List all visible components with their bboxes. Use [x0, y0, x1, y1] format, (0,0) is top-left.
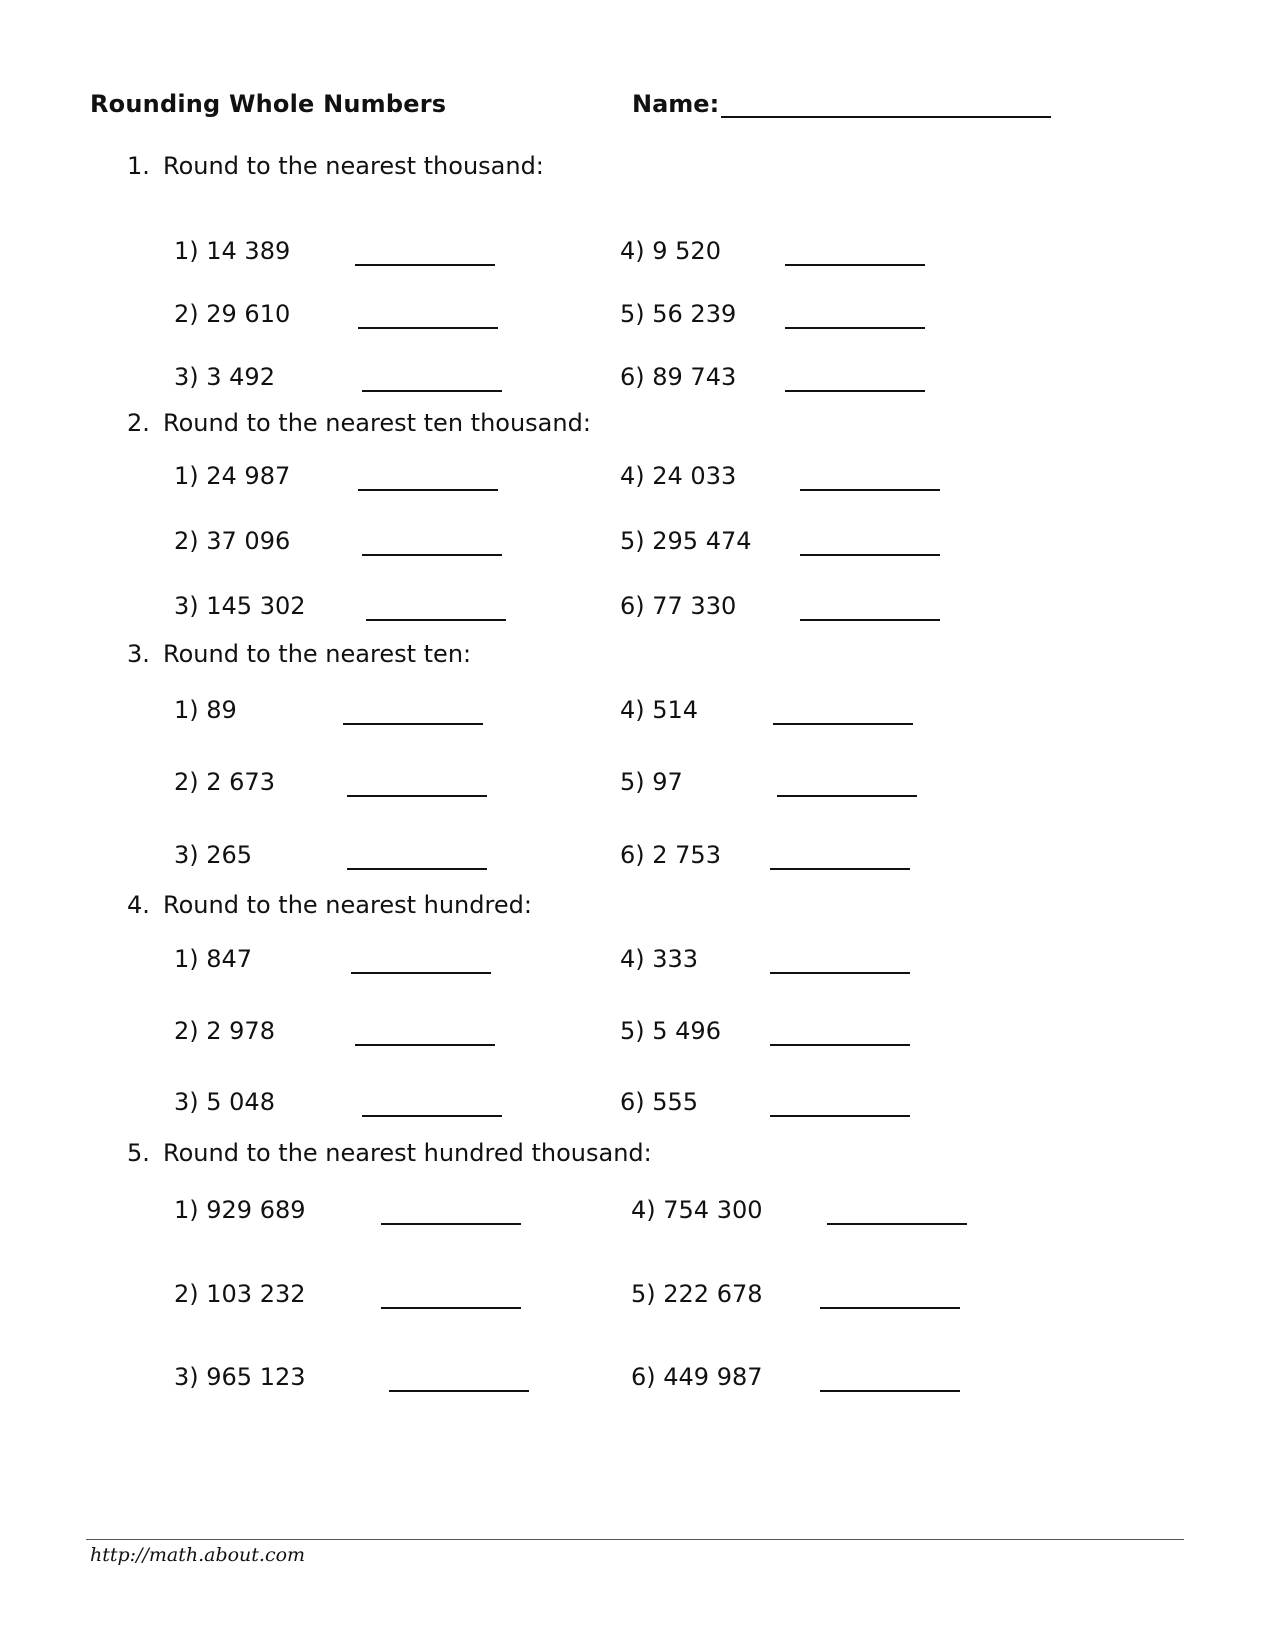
answer-blank-2-5[interactable] — [800, 554, 940, 556]
section-number: 3. — [127, 640, 150, 668]
answer-blank-4-3[interactable] — [362, 1115, 502, 1117]
answer-blank-3-2[interactable] — [347, 795, 487, 797]
section-instruction: Round to the nearest thousand: — [163, 152, 544, 180]
problem-2-2: 2) 37 096 — [174, 527, 291, 555]
problem-2-4: 4) 24 033 — [620, 462, 737, 490]
section-instruction: Round to the nearest ten thousand: — [163, 409, 591, 437]
name-answer-line[interactable] — [721, 94, 1051, 118]
answer-blank-5-4[interactable] — [827, 1223, 967, 1225]
problem-5-6: 6) 449 987 — [631, 1363, 763, 1391]
answer-blank-1-2[interactable] — [358, 327, 498, 329]
answer-blank-3-6[interactable] — [770, 868, 910, 870]
answer-blank-2-3[interactable] — [366, 619, 506, 621]
problem-1-2: 2) 29 610 — [174, 300, 291, 328]
answer-blank-1-3[interactable] — [362, 390, 502, 392]
section-2-heading — [127, 409, 591, 437]
problem-1-5: 5) 56 239 — [620, 300, 737, 328]
answer-blank-5-1[interactable] — [381, 1223, 521, 1225]
answer-blank-4-5[interactable] — [770, 1044, 910, 1046]
problem-4-3: 3) 5 048 — [174, 1088, 275, 1116]
problem-3-2: 2) 2 673 — [174, 768, 275, 796]
section-instruction: Round to the nearest hundred: — [163, 891, 532, 919]
section-1-heading — [127, 152, 544, 180]
problem-3-3: 3) 265 — [174, 841, 253, 869]
section-instruction: Round to the nearest hundred thousand: — [163, 1139, 652, 1167]
answer-blank-1-4[interactable] — [785, 264, 925, 266]
problem-1-4: 4) 9 520 — [620, 237, 721, 265]
problem-4-2: 2) 2 978 — [174, 1017, 275, 1045]
name-label: Name: — [632, 90, 720, 118]
problem-5-1: 1) 929 689 — [174, 1196, 306, 1224]
answer-blank-4-2[interactable] — [355, 1044, 495, 1046]
problem-5-3: 3) 965 123 — [174, 1363, 306, 1391]
answer-blank-3-3[interactable] — [347, 868, 487, 870]
answer-blank-5-5[interactable] — [820, 1307, 960, 1309]
answer-blank-5-2[interactable] — [381, 1307, 521, 1309]
problem-4-6: 6) 555 — [620, 1088, 699, 1116]
answer-blank-3-5[interactable] — [777, 795, 917, 797]
answer-blank-3-4[interactable] — [773, 723, 913, 725]
answer-blank-3-1[interactable] — [343, 723, 483, 725]
section-instruction: Round to the nearest ten: — [163, 640, 472, 668]
answer-blank-1-6[interactable] — [785, 390, 925, 392]
section-4-heading — [127, 891, 532, 919]
answer-blank-4-6[interactable] — [770, 1115, 910, 1117]
problem-5-4: 4) 754 300 — [631, 1196, 763, 1224]
problem-4-4: 4) 333 — [620, 945, 699, 973]
answer-blank-2-1[interactable] — [358, 489, 498, 491]
problem-2-3: 3) 145 302 — [174, 592, 306, 620]
problem-2-6: 6) 77 330 — [620, 592, 737, 620]
answer-blank-2-2[interactable] — [362, 554, 502, 556]
footer-divider — [86, 1539, 1184, 1540]
problem-3-6: 6) 2 753 — [620, 841, 721, 869]
answer-blank-2-4[interactable] — [800, 489, 940, 491]
problem-2-1: 1) 24 987 — [174, 462, 291, 490]
problem-4-5: 5) 5 496 — [620, 1017, 721, 1045]
problem-1-1: 1) 14 389 — [174, 237, 291, 265]
problem-3-1: 1) 89 — [174, 696, 237, 724]
problem-5-5: 5) 222 678 — [631, 1280, 763, 1308]
footer-url[interactable]: http://math.about.com — [90, 1544, 306, 1566]
section-3-heading — [127, 640, 471, 668]
answer-blank-5-6[interactable] — [820, 1390, 960, 1392]
problem-5-2: 2) 103 232 — [174, 1280, 306, 1308]
answer-blank-1-1[interactable] — [355, 264, 495, 266]
section-number: 4. — [127, 891, 150, 919]
answer-blank-5-3[interactable] — [389, 1390, 529, 1392]
name-field[interactable] — [632, 90, 1051, 118]
problem-2-5: 5) 295 474 — [620, 527, 752, 555]
section-5-heading — [127, 1139, 652, 1167]
problem-4-1: 1) 847 — [174, 945, 253, 973]
answer-blank-4-1[interactable] — [351, 972, 491, 974]
section-number: 5. — [127, 1139, 150, 1167]
problem-1-3: 3) 3 492 — [174, 363, 275, 391]
worksheet-title: Rounding Whole Numbers — [90, 90, 447, 118]
problem-3-5: 5) 97 — [620, 768, 683, 796]
section-number: 1. — [127, 152, 150, 180]
problem-1-6: 6) 89 743 — [620, 363, 737, 391]
section-number: 2. — [127, 409, 150, 437]
answer-blank-4-4[interactable] — [770, 972, 910, 974]
answer-blank-1-5[interactable] — [785, 327, 925, 329]
problem-3-4: 4) 514 — [620, 696, 699, 724]
answer-blank-2-6[interactable] — [800, 619, 940, 621]
